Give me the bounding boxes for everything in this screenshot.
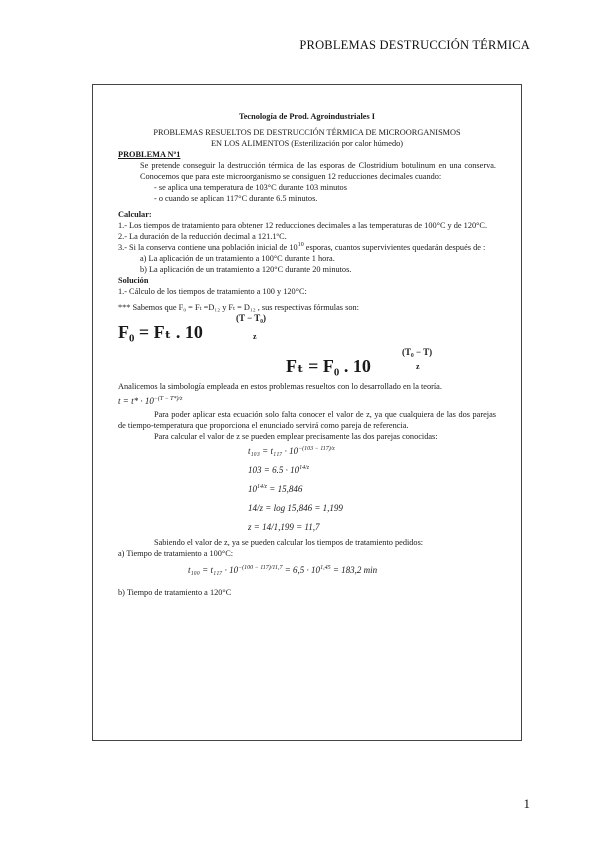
page-number: 1 [523,796,530,811]
problem-heading: PROBLEMA Nº1 [118,150,181,159]
derivation-eq-2: $103 = 6.5 \cdot 10^{14/z}$ [248,465,310,475]
analysis-paragraph: Analicemos la simbología empleada en estos problemas resueltos con lo desarrollado en la teoría. [118,382,442,391]
sub-heading-a: a) Tiempo de tratamiento a 100°C: [118,549,234,558]
question-1: 1.- Los tiempos de tratamiento para obtener 12 reducciones decimales a las temperaturas de 100°C y de 120°C. [118,221,488,230]
equation-t100: $t_{100} = t_{117} \cdot 10^{-(100 - 117)/11,7} = 6,5 \cdot 10^{1,45} = 183,2$ min [188,565,378,575]
derivation-eq-3: $10^{14/z} = 15,846$ [248,484,303,494]
scanned-page-frame [92,84,522,741]
course-title: Tecnología de Prod. Agroindustriales I [238,112,376,121]
sub-heading-b: b) Tiempo de tratamiento a 120°C [118,588,232,597]
paragraph-times: Sabiendo el valor de z, ya se pueden calcular los tiempos de tratamiento pedidos: [154,538,424,547]
question-3: 3.- Si la conserva contiene una población inicial de $10^{10}$ esporas, cuantos supervivientes quedarán después de : [118,242,486,252]
condition-1: - se aplica una temperatura de 103°C durante 103 minutos [154,183,347,192]
derivation-eq-5: z = 14/1,199 = 11,7 [248,522,320,532]
derivation-eq-4: 14/z = log 15,846 = 1,199 [248,503,343,513]
paragraph-z: Para poder aplicar esta ecuación solo falta conocer el valor de z, ya que cualquiera de las dos parejas de tiempo-temperatura que proporciona el enunciado servirá como pareja de referencia. [118,410,496,430]
formula-ft: Fₜ = F₀ . 10 (T₀ − T) z [286,347,433,376]
solution-heading: Solución [118,276,149,285]
derivation-eq-1: $t_{103} = t_{117} \cdot 10^{-(103 - 117)/z}$ [248,446,335,456]
formula-f0: F₀ = Fₜ . 10 (T − T₀) z [118,313,267,342]
step-1: 1.- Cálculo de los tiempos de tratamiento a 100 y 120°C: [118,287,307,296]
condition-2: - o cuando se aplican 117°C durante 6.5 minutos. [154,194,318,203]
equation-t: $t = t* \cdot 10^{-(T - T*)/z}$ [118,396,183,406]
paragraph-pairs: Para calcular el valor de z se pueden emplear precisamente las dos parejas conocidas: [154,432,438,441]
calc-heading: Calcular: [118,210,152,219]
document-body [118,111,496,598]
question-3a: a) La aplicación de un tratamiento a 100°C durante 1 hora. [140,254,335,263]
question-3b: b) La aplicación de un tratamiento a 120°C durante 20 minutos. [140,265,352,274]
question-2: 2.- La duración de la reducción decimal a 121.1ºC. [118,232,287,241]
running-header: PROBLEMAS DESTRUCCIÓN TÉRMICA [299,38,530,52]
document-subtitle: EN LOS ALIMENTOS (Esterilización por calor húmedo) [210,139,403,148]
known-relation: *** Sabemos que F₀ = Fₜ =D₁₂ y Fₜ = D₁₂ , sus respectivas fórmulas son: [118,303,359,312]
document-title: PROBLEMAS RESUELTOS DE DESTRUCCIÓN TÉRMICA DE MICROORGANISMOS [153,128,461,137]
derivation-block [118,442,496,537]
intro-paragraph: Se pretende conseguir la destrucción térmica de las esporas de Clostridium botulinum en una conserva. Conocemos que para este microorganismo se consiguen 12 reducciones decimales cuando: [140,161,496,181]
